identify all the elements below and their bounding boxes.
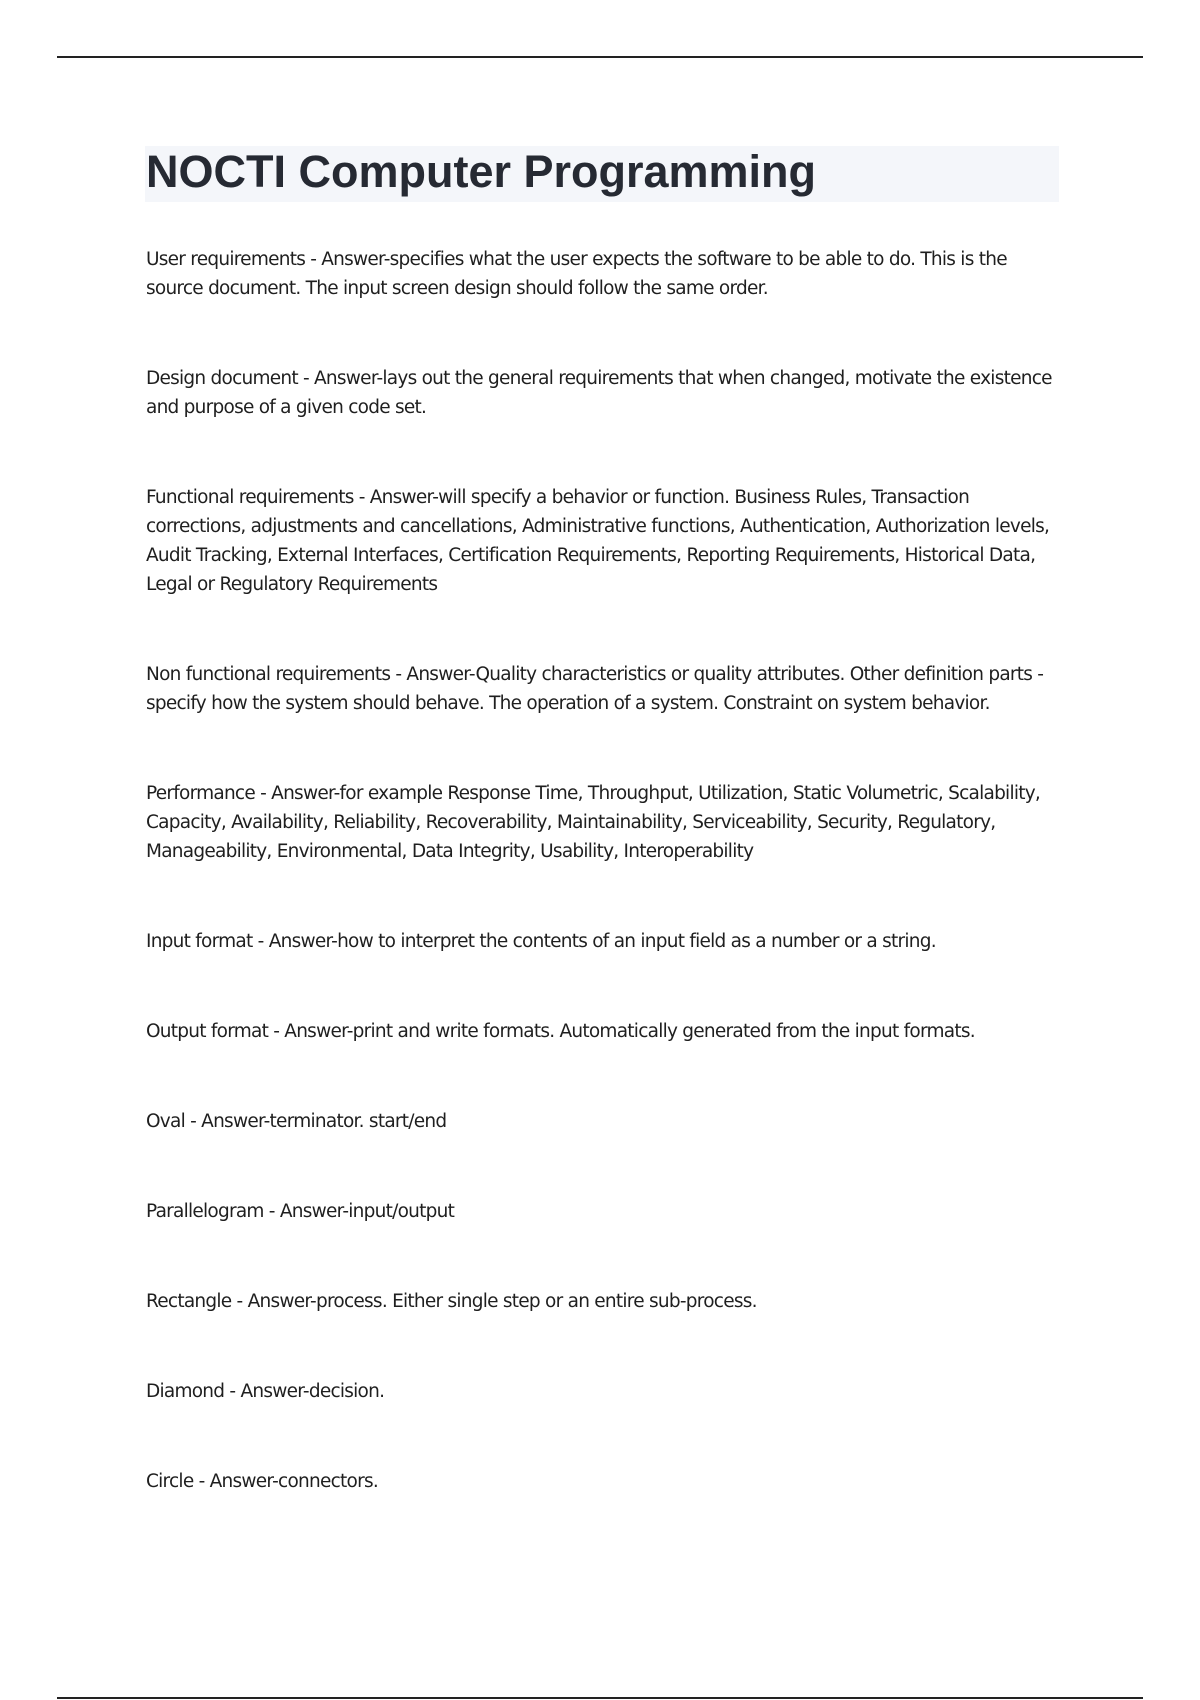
entry-design-document: Design document - Answer-lays out the general requirements that when changed, motivate the existence and purpose of a given code set.	[146, 368, 1052, 418]
entry-rectangle: Rectangle - Answer-process. Either single step or an entire sub-process.	[146, 1291, 757, 1312]
entry-functional-requirements: Functional requirements - Answer-will specify a behavior or function. Business Rules, Transaction corrections, adjustments and cancellations, Administrative functions, Authentication, Authorization levels, Audit Tracking, External Interfaces, Certification Requirements, Reporting Requirements, Historical Data, Legal or Regulatory Requirements	[146, 487, 1050, 595]
definition-list	[146, 245, 1066, 1557]
entry-output-format: Output format - Answer-print and write formats. Automatically generated from the input formats.	[146, 1021, 975, 1042]
entry-user-requirements: User requirements - Answer-specifies what the user expects the software to be able to do. This is the source document. The input screen design should follow the same order.	[146, 249, 1007, 299]
entry-input-format: Input format - Answer-how to interpret the contents of an input field as a number or a string.	[146, 931, 936, 952]
entry-circle: Circle - Answer-connectors.	[146, 1471, 378, 1492]
entry-diamond: Diamond - Answer-decision.	[146, 1381, 385, 1402]
bottom-divider	[57, 1697, 1143, 1699]
entry-performance: Performance - Answer-for example Response Time, Throughput, Utilization, Static Volumetric, Scalability, Capacity, Availability, Reliability, Recoverability, Maintainability, Serviceability, Security, Regulatory, Manageability, Environmental, Data Integrity, Usability, Interoperability	[146, 783, 1041, 862]
entry-parallelogram: Parallelogram - Answer-input/output	[146, 1201, 455, 1222]
entry-oval: Oval - Answer-terminator. start/end	[146, 1111, 447, 1132]
entry-non-functional-requirements: Non functional requirements - Answer-Quality characteristics or quality attributes. Other definition parts - specify how the system should behave. The operation of a system. Constraint on system behavior.	[146, 664, 1044, 714]
top-divider	[57, 56, 1143, 58]
document-title: NOCTI Computer Programming	[146, 146, 817, 197]
